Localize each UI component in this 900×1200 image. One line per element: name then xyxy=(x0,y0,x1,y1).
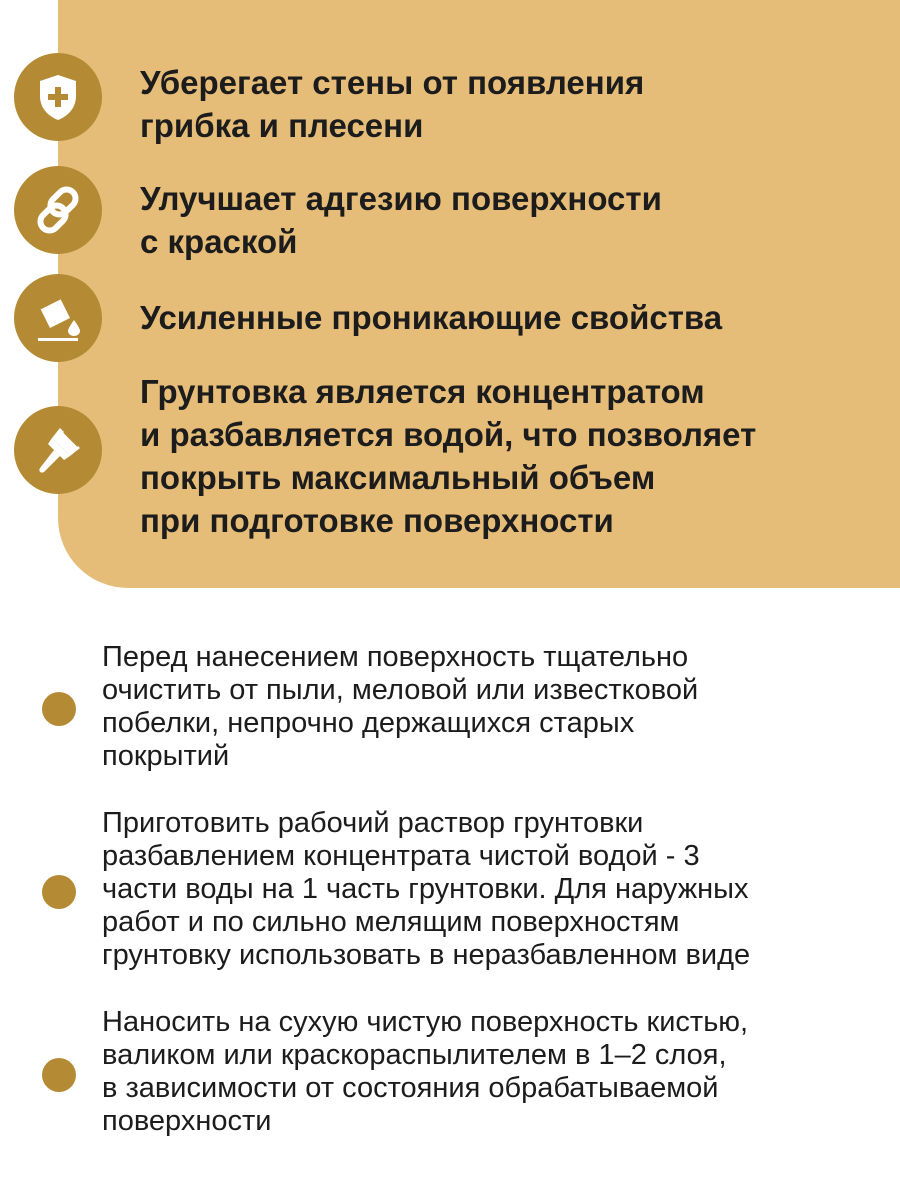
paint-bucket-icon xyxy=(14,274,102,362)
feature-text: Улучшает адгезию поверхности с краской xyxy=(140,180,662,260)
bullet-dot xyxy=(42,875,76,909)
feature-text: Уберегает стены от появления грибка и плесени xyxy=(140,64,645,144)
bullet-dot xyxy=(42,692,76,726)
shield-plus-icon xyxy=(14,53,102,141)
feature-text: Грунтовка является концентратом и разбавляется водой, что позволяет покрыть максимальный объем при подготовке поверхности xyxy=(140,373,757,539)
instruction-text: Наносить на сухую чистую поверхность кистью, валиком или краскораспылителем в 1–2 слоя, в зависимости от состояния обрабатываемой поверхности xyxy=(102,1006,749,1137)
instruction-text: Приготовить рабочий раствор грунтовки разбавлением концентрата чистой водой - 3 части воды на 1 часть грунтовки. Для наружных работ и по сильно мелящим поверхностям грунтовку использовать в неразбавленном виде xyxy=(102,807,751,971)
paint-brush-icon xyxy=(14,406,102,494)
instruction-text: Перед нанесением поверхность тщательно очистить от пыли, меловой или известковой побелки, непрочно держащихся старых покрытий xyxy=(102,641,699,772)
feature-text: Усиленные проникающие свойства xyxy=(140,299,723,336)
bullet-dot xyxy=(42,1058,76,1092)
chain-link-icon xyxy=(14,166,102,254)
